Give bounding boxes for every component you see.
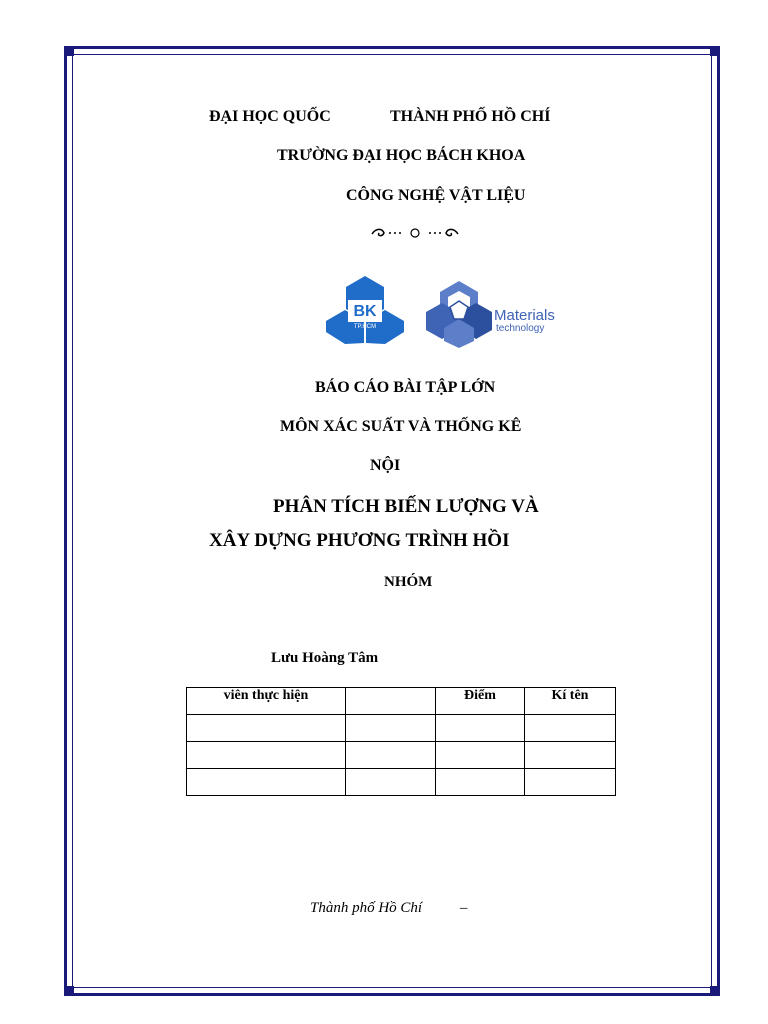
table-cell <box>346 769 436 796</box>
border-corner <box>64 986 74 996</box>
footer-dash: – <box>459 900 468 916</box>
table-row <box>187 715 616 742</box>
border-corner <box>64 46 74 56</box>
report-type: BÁO CÁO BÀI TẬP LỚN <box>315 379 496 396</box>
members-table <box>186 687 616 796</box>
table-cell <box>187 715 346 742</box>
university-name-right: THÀNH PHỐ HỒ CHÍ <box>390 108 551 125</box>
table-cell <box>436 769 525 796</box>
report-title-line1: PHÂN TÍCH BIẾN LƯỢNG VÀ <box>273 496 539 517</box>
table-cell <box>525 769 616 796</box>
footer-place-date <box>310 900 467 917</box>
report-title-line2: XÂY DỰNG PHƯƠNG TRÌNH HỒI <box>209 530 510 551</box>
table-cell <box>436 715 525 742</box>
table-header-cell: Điểm <box>436 688 525 715</box>
university-name-left: ĐẠI HỌC QUỐC <box>209 108 331 125</box>
materials-logo-word: Materials <box>494 307 555 324</box>
table-cell <box>346 742 436 769</box>
table-header-cell: Kí tên <box>525 688 616 715</box>
content-label: NỘI <box>370 457 401 474</box>
table-cell <box>436 742 525 769</box>
footer-city: Thành phố Hồ Chí <box>310 900 423 916</box>
border-corner <box>710 986 720 996</box>
course-name: MÔN XÁC SUẤT VÀ THỐNG KÊ <box>280 418 522 435</box>
instructor-name: Lưu Hoàng Tâm <box>271 650 379 666</box>
table-header-cell: viên thực hiện <box>187 688 346 715</box>
school-name: TRƯỜNG ĐẠI HỌC BÁCH KHOA <box>277 147 526 164</box>
technology-logo-word: technology <box>496 323 545 334</box>
table-header-cell <box>346 688 436 715</box>
table-cell <box>525 742 616 769</box>
faculty-name: CÔNG NGHỆ VẬT LIỆU <box>346 187 526 204</box>
border-corner <box>710 46 720 56</box>
table-cell <box>187 769 346 796</box>
bk-university-logo <box>326 276 404 344</box>
ornament-divider-icon <box>370 226 460 240</box>
table-cell <box>525 715 616 742</box>
materials-technology-logo <box>424 279 584 349</box>
bk-logo-text: BK <box>353 303 377 320</box>
table-cell <box>346 715 436 742</box>
table-row <box>187 742 616 769</box>
table-row <box>187 769 616 796</box>
table-header-row <box>187 688 616 715</box>
table-cell <box>187 742 346 769</box>
bk-logo-subtext: TP.HCM <box>353 324 377 330</box>
group-label: NHÓM <box>384 574 433 590</box>
